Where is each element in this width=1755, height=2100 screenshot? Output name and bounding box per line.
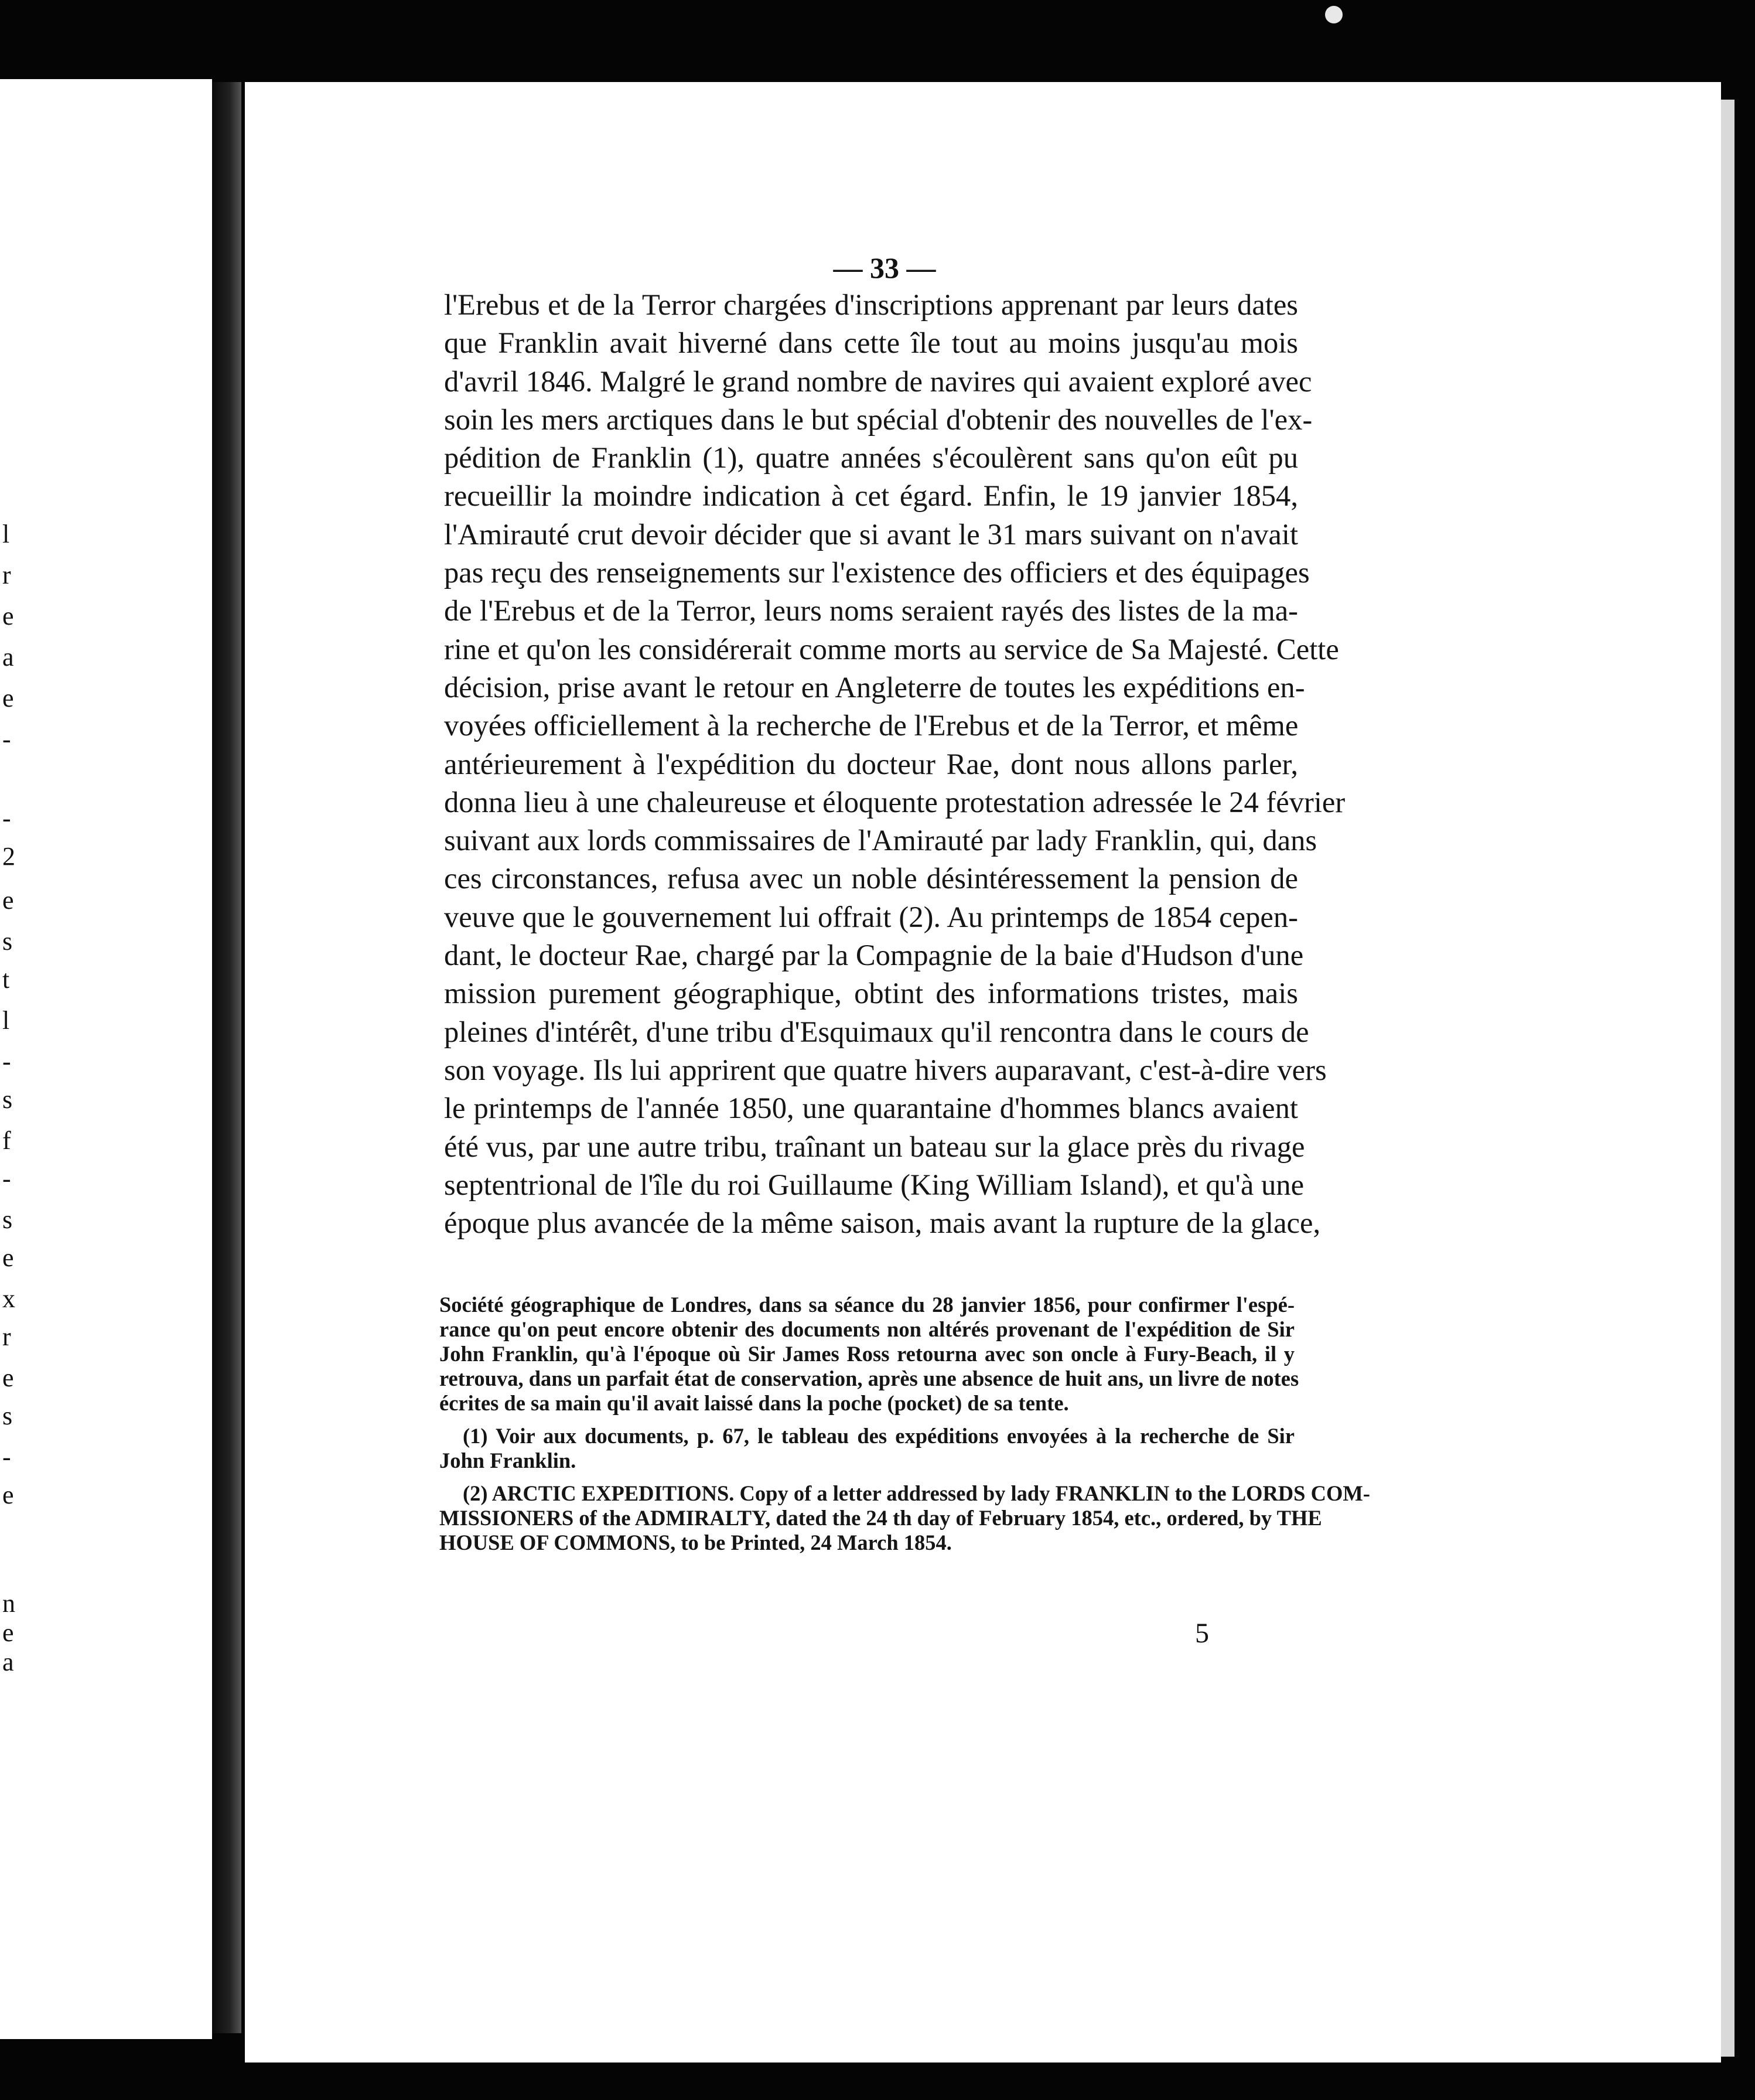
text-line: pleines d'intérêt, d'une tribu d'Esquimaux qu'il rencontra dans le cours de (444, 1015, 1309, 1048)
text-line: de l'Erebus et de la Terror, leurs noms seraient rayés des listes de la ma- (444, 594, 1298, 628)
footnote-line: John Franklin. (439, 1448, 576, 1472)
margin-char: l (2, 1006, 10, 1035)
text-line: ces circonstances, refusa avec un noble désintéressement la pension de (444, 862, 1298, 895)
margin-char: e (2, 886, 14, 915)
text-line: son voyage. Ils lui apprirent que quatre hivers auparavant, c'est-à-dire vers (444, 1053, 1327, 1086)
margin-char: r (2, 1322, 11, 1351)
margin-char: f (2, 1126, 11, 1155)
text-line: le printemps de l'année 1850, une quarantaine d'hommes blancs avaient (444, 1092, 1298, 1125)
margin-char: s (2, 927, 13, 956)
margin-char: - (2, 804, 11, 833)
page-number-header: — 33 — (833, 251, 936, 284)
left-facing-page (0, 79, 212, 2039)
text-line: pas reçu des renseignements sur l'existence des officiers et des équipages (444, 556, 1310, 589)
text-line: septentrional de l'île du roi Guillaume (King William Island), et qu'à une (444, 1168, 1305, 1201)
margin-char: - (2, 1164, 11, 1193)
text-line: veuve que le gouvernement lui offrait (2). Au printemps de 1854 cepen- (444, 900, 1298, 933)
margin-char: a (2, 1648, 14, 1676)
text-line: mission purement géographique, obtint des informations tristes, mais (444, 977, 1298, 1010)
text-line: l'Erebus et de la Terror chargées d'inscriptions apprenant par leurs dates (444, 288, 1298, 321)
margin-char: e (2, 602, 14, 630)
footnotes (439, 1293, 1370, 1555)
text-line: décision, prise avant le retour en Angleterre de toutes les expéditions en- (444, 670, 1305, 704)
text-line: soin les mers arctiques dans le but spécial d'obtenir des nouvelles de l'ex- (444, 403, 1313, 436)
footnote-1: (1) Voir aux documents, p. 67, le tableau des expéditions envoyées à la recherche de Sir (463, 1424, 1295, 1448)
margin-char: e (2, 1618, 14, 1647)
text-line: que Franklin avait hiverné dans cette île tout au moins jusqu'au mois (444, 326, 1298, 360)
footnote-line: HOUSE OF COMMONS, to be Printed, 24 March 1854. (439, 1530, 952, 1554)
margin-char: r (2, 561, 11, 589)
margin-char: 2 (2, 842, 15, 871)
text-line: l'Amirauté crut devoir décider que si avant le 31 mars suivant on n'avait (444, 517, 1298, 551)
footnote-line: écrites de sa main qu'il avait laissé dans la poche (pocket) de sa tente. (439, 1391, 1069, 1415)
margin-char: a (2, 643, 14, 671)
body-text (444, 286, 1346, 1242)
margin-char: t (2, 965, 10, 994)
margin-char: s (2, 1085, 13, 1114)
text-line: époque plus avancée de la même saison, mais avant la rupture de la glace, (444, 1206, 1321, 1240)
margin-char: n (2, 1589, 15, 1618)
footnote-line: rance qu'on peut encore obtenir des documents non altérés provenant de l'expédition de Sir (439, 1317, 1295, 1341)
margin-char: s (2, 1402, 13, 1430)
book-gutter (212, 82, 241, 2033)
text-line: recueillir la moindre indication à cet égard. Enfin, le 19 janvier 1854, (444, 479, 1298, 513)
text-line: antérieurement à l'expédition du docteur Rae, dont nous allons parler, (444, 747, 1298, 780)
left-margin-text-fragments (0, 79, 212, 2039)
margin-char: l (2, 520, 10, 548)
text-line: été vus, par une autre tribu, traînant un bateau sur la glace près du rivage (444, 1130, 1305, 1163)
footnote-2: (2) ARCTIC EXPEDITIONS. Copy of a letter addressed by lady FRANKLIN to the LORDS COM- (463, 1481, 1370, 1505)
text-line: suivant aux lords commissaires de l'Amirauté par lady Franklin, qui, dans (444, 824, 1317, 857)
text-line: rine et qu'on les considérerait comme morts au service de Sa Majesté. Cette (444, 632, 1339, 666)
margin-char: - (2, 1047, 11, 1076)
signature-mark: 5 (1195, 1618, 1209, 1649)
margin-char: e (2, 684, 14, 712)
footnote-line: Société géographique de Londres, dans sa séance du 28 janvier 1856, pour confirmer l'espé- (439, 1293, 1295, 1317)
margin-char: x (2, 1284, 15, 1313)
margin-char: - (2, 1443, 11, 1471)
text-line: pédition de Franklin (1), quatre années s'écoulèrent sans qu'on eût pu (444, 441, 1298, 475)
footnote-line: retrouva, dans un parfait état de conservation, après une absence de huit ans, un livre de notes (439, 1366, 1299, 1390)
margin-char: s (2, 1205, 13, 1234)
footnote-line: John Franklin, qu'à l'époque où Sir James Ross retourna avec son oncle à Fury-Beach, il y (439, 1342, 1295, 1366)
text-line: d'avril 1846. Malgré le grand nombre de navires qui avaient exploré avec (444, 364, 1312, 398)
footnote-line: MISSIONERS of the ADMIRALTY, dated the 24 th day of February 1854, etc., ordered, by THE (439, 1506, 1322, 1530)
text-line: donna lieu à une chaleureuse et éloquente protestation adressée le 24 février (444, 785, 1346, 819)
text-line: voyées officiellement à la recherche de l'Erebus et de la Terror, et même (444, 709, 1299, 742)
text-line: dant, le docteur Rae, chargé par la Compagnie de la baie d'Hudson d'une (444, 939, 1304, 972)
scan-artifact (1325, 6, 1343, 23)
margin-char: e (2, 1481, 14, 1509)
margin-char: e (2, 1363, 14, 1392)
margin-char: - (2, 725, 11, 754)
margin-char: e (2, 1243, 14, 1272)
